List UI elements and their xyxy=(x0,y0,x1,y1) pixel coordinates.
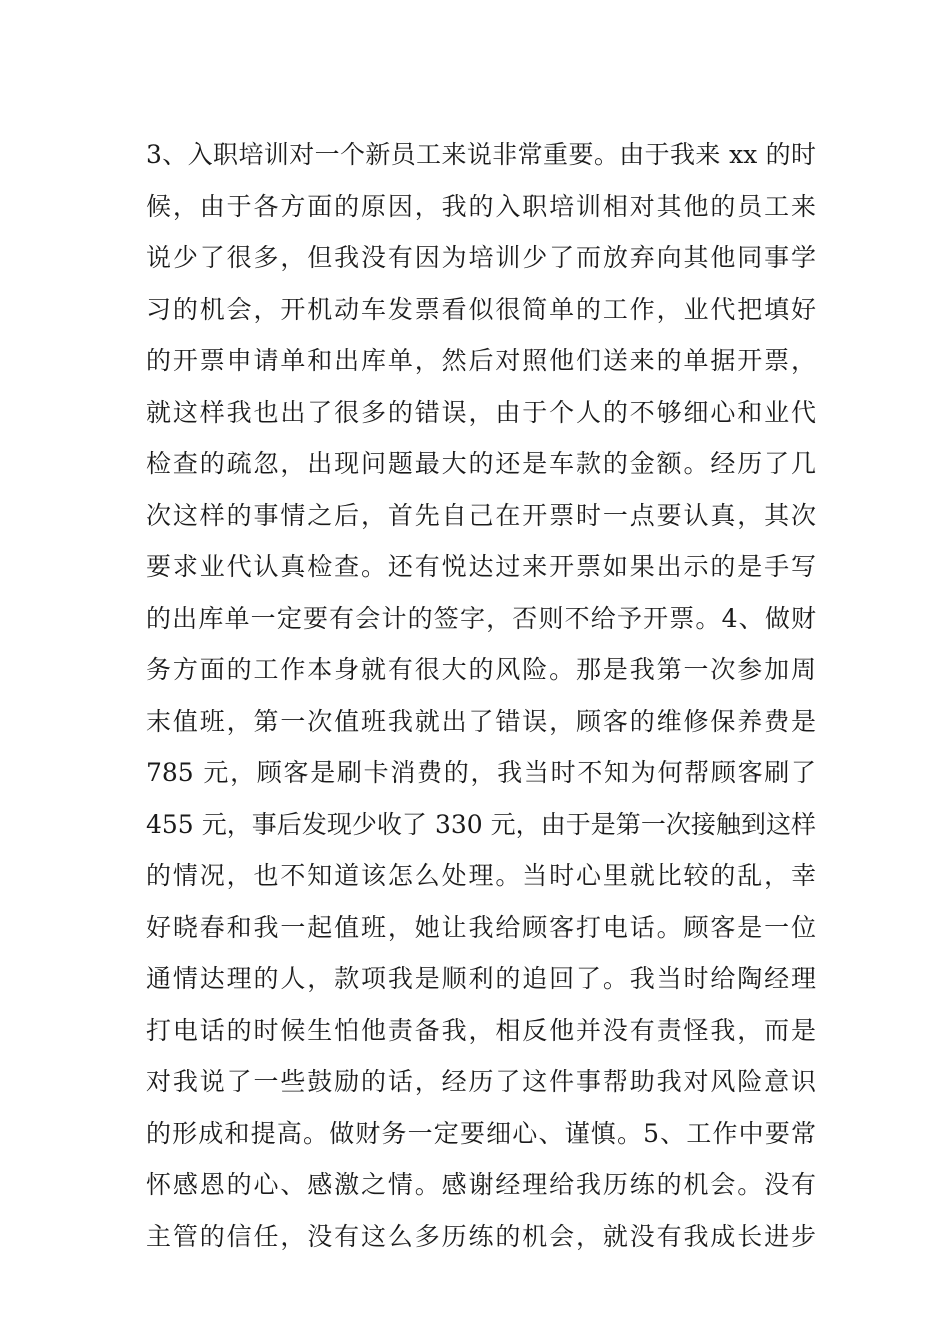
text-line: 末值班，第一次值班我就出了错误，顾客的维修保养费是 xyxy=(146,706,816,736)
text-line: 次这样的事情之后，首先自己在开票时一点要认真，其次 xyxy=(146,500,816,530)
text-line: 通情达理的人，款项我是顺利的追回了。我当时给陶经理 xyxy=(146,964,816,993)
text-line: 候，由于各方面的原因，我的入职培训相对其他的员工来 xyxy=(146,191,816,221)
text-line: 的形成和提高。做财务一定要细心、谨慎。5、工作中要常 xyxy=(146,1118,816,1148)
text-line: 习的机会，开机动车发票看似很简单的工作，业代把填好 xyxy=(146,294,816,324)
text-line: 的开票申请单和出库单，然后对照他们送来的单据开票， xyxy=(146,346,816,375)
text-line: 主管的信任，没有这么多历练的机会，就没有我成长进步 xyxy=(146,1221,816,1251)
text-line: 要求业代认真检查。还有悦达过来开票如果出示的是手写 xyxy=(146,552,816,581)
text-line: 的出库单一定要有会计的签字，否则不给予开票。4、做财 xyxy=(146,603,816,633)
text-line: 对我说了一些鼓励的话，经历了这件事帮助我对风险意识 xyxy=(146,1067,816,1096)
text-line: 好晓春和我一起值班，她让我给顾客打电话。顾客是一位 xyxy=(146,912,816,942)
text-line: 的情况，也不知道该怎么处理。当时心里就比较的乱，幸 xyxy=(146,861,816,890)
text-line: 就这样我也出了很多的错误，由于个人的不够细心和业代 xyxy=(146,397,816,427)
body-text xyxy=(146,133,816,1266)
text-line: 怀感恩的心、感激之情。感谢经理给我历练的机会。没有 xyxy=(146,1170,816,1199)
text-line: 打电话的时候生怕他责备我，相反他并没有责怪我，而是 xyxy=(146,1015,816,1045)
text-line: 785 元，顾客是刷卡消费的，我当时不知为何帮顾客刷了 xyxy=(146,758,816,787)
text-line: 3、入职培训对一个新员工来说非常重要。由于我来 xx 的时 xyxy=(146,140,816,169)
text-line: 务方面的工作本身就有很大的风险。那是我第一次参加周 xyxy=(146,655,816,684)
text-line: 455 元，事后发现少收了 330 元，由于是第一次接触到这样 xyxy=(146,809,816,839)
text-line: 说少了很多，但我没有因为培训少了而放弃向其他同事学 xyxy=(146,243,816,272)
text-line: 检查的疏忽，出现问题最大的还是车款的金额。经历了几 xyxy=(146,449,816,478)
